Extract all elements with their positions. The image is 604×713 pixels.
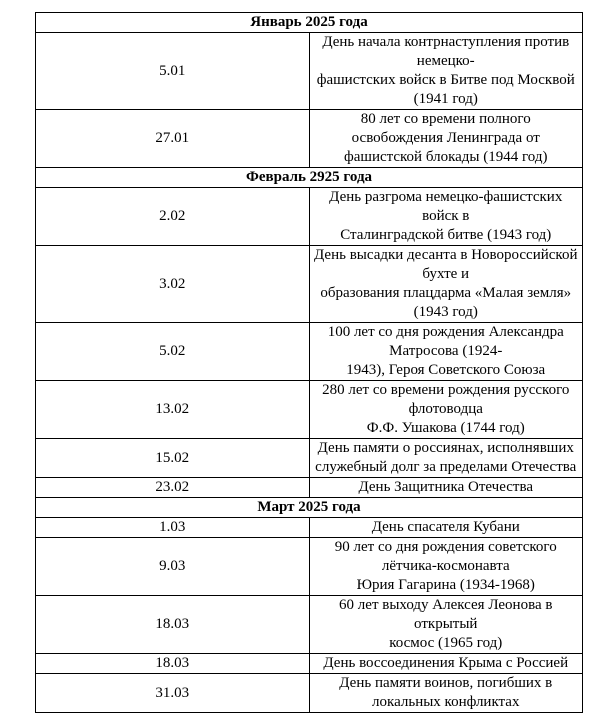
month-header: Январь 2025 года bbox=[36, 13, 583, 33]
event-date: 9.03 bbox=[36, 538, 310, 596]
event-description: День разгрома немецко-фашистских войск в Сталинградской битве (1943 год) bbox=[309, 188, 583, 246]
event-row bbox=[36, 381, 583, 439]
event-row bbox=[36, 188, 583, 246]
event-description: День спасателя Кубани bbox=[309, 518, 583, 538]
event-date: 5.01 bbox=[36, 33, 310, 110]
month-header-row bbox=[36, 168, 583, 188]
month-header-row bbox=[36, 13, 583, 33]
month-header: Март 2025 года bbox=[36, 498, 583, 518]
event-row bbox=[36, 439, 583, 478]
event-row bbox=[36, 654, 583, 674]
event-date: 27.01 bbox=[36, 110, 310, 168]
event-row bbox=[36, 323, 583, 381]
event-description: 280 лет со времени рождения русского флотоводца Ф.Ф. Ушакова (1744 год) bbox=[309, 381, 583, 439]
event-date: 5.02 bbox=[36, 323, 310, 381]
event-date: 18.03 bbox=[36, 596, 310, 654]
events-table-body bbox=[36, 13, 583, 713]
event-description: 80 лет со времени полного освобождения Ленинграда от фашистской блокады (1944 год) bbox=[309, 110, 583, 168]
event-row bbox=[36, 110, 583, 168]
event-date: 3.02 bbox=[36, 246, 310, 323]
event-description: День начала контрнаступления против немецко- фашистских войск в Битве под Москвой (1941 год) bbox=[309, 33, 583, 110]
event-row bbox=[36, 478, 583, 498]
month-header: Февраль 2925 года bbox=[36, 168, 583, 188]
event-description: День Защитника Отечества bbox=[309, 478, 583, 498]
event-description: 90 лет со дня рождения советского лётчика-космонавта Юрия Гагарина (1934-1968) bbox=[309, 538, 583, 596]
event-description: День воссоединения Крыма с Россией bbox=[309, 654, 583, 674]
event-description: 60 лет выходу Алексея Леонова в открытый космос (1965 год) bbox=[309, 596, 583, 654]
event-row bbox=[36, 246, 583, 323]
event-description: День памяти о россиянах, исполнявших служебный долг за пределами Отечества bbox=[309, 439, 583, 478]
month-header-row bbox=[36, 498, 583, 518]
event-row bbox=[36, 518, 583, 538]
event-date: 15.02 bbox=[36, 439, 310, 478]
event-date: 2.02 bbox=[36, 188, 310, 246]
event-date: 13.02 bbox=[36, 381, 310, 439]
event-date: 1.03 bbox=[36, 518, 310, 538]
event-description: 100 лет со дня рождения Александра Матросова (1924- 1943), Героя Советского Союза bbox=[309, 323, 583, 381]
event-date: 31.03 bbox=[36, 674, 310, 713]
event-row bbox=[36, 596, 583, 654]
event-description: День памяти воинов, погибших в локальных конфликтах bbox=[309, 674, 583, 713]
event-row bbox=[36, 674, 583, 713]
event-date: 18.03 bbox=[36, 654, 310, 674]
events-calendar-table bbox=[35, 12, 583, 713]
event-row bbox=[36, 538, 583, 596]
event-row bbox=[36, 33, 583, 110]
event-date: 23.02 bbox=[36, 478, 310, 498]
event-description: День высадки десанта в Новороссийской бухте и образования плацдарма «Малая земля» (1943 год) bbox=[309, 246, 583, 323]
